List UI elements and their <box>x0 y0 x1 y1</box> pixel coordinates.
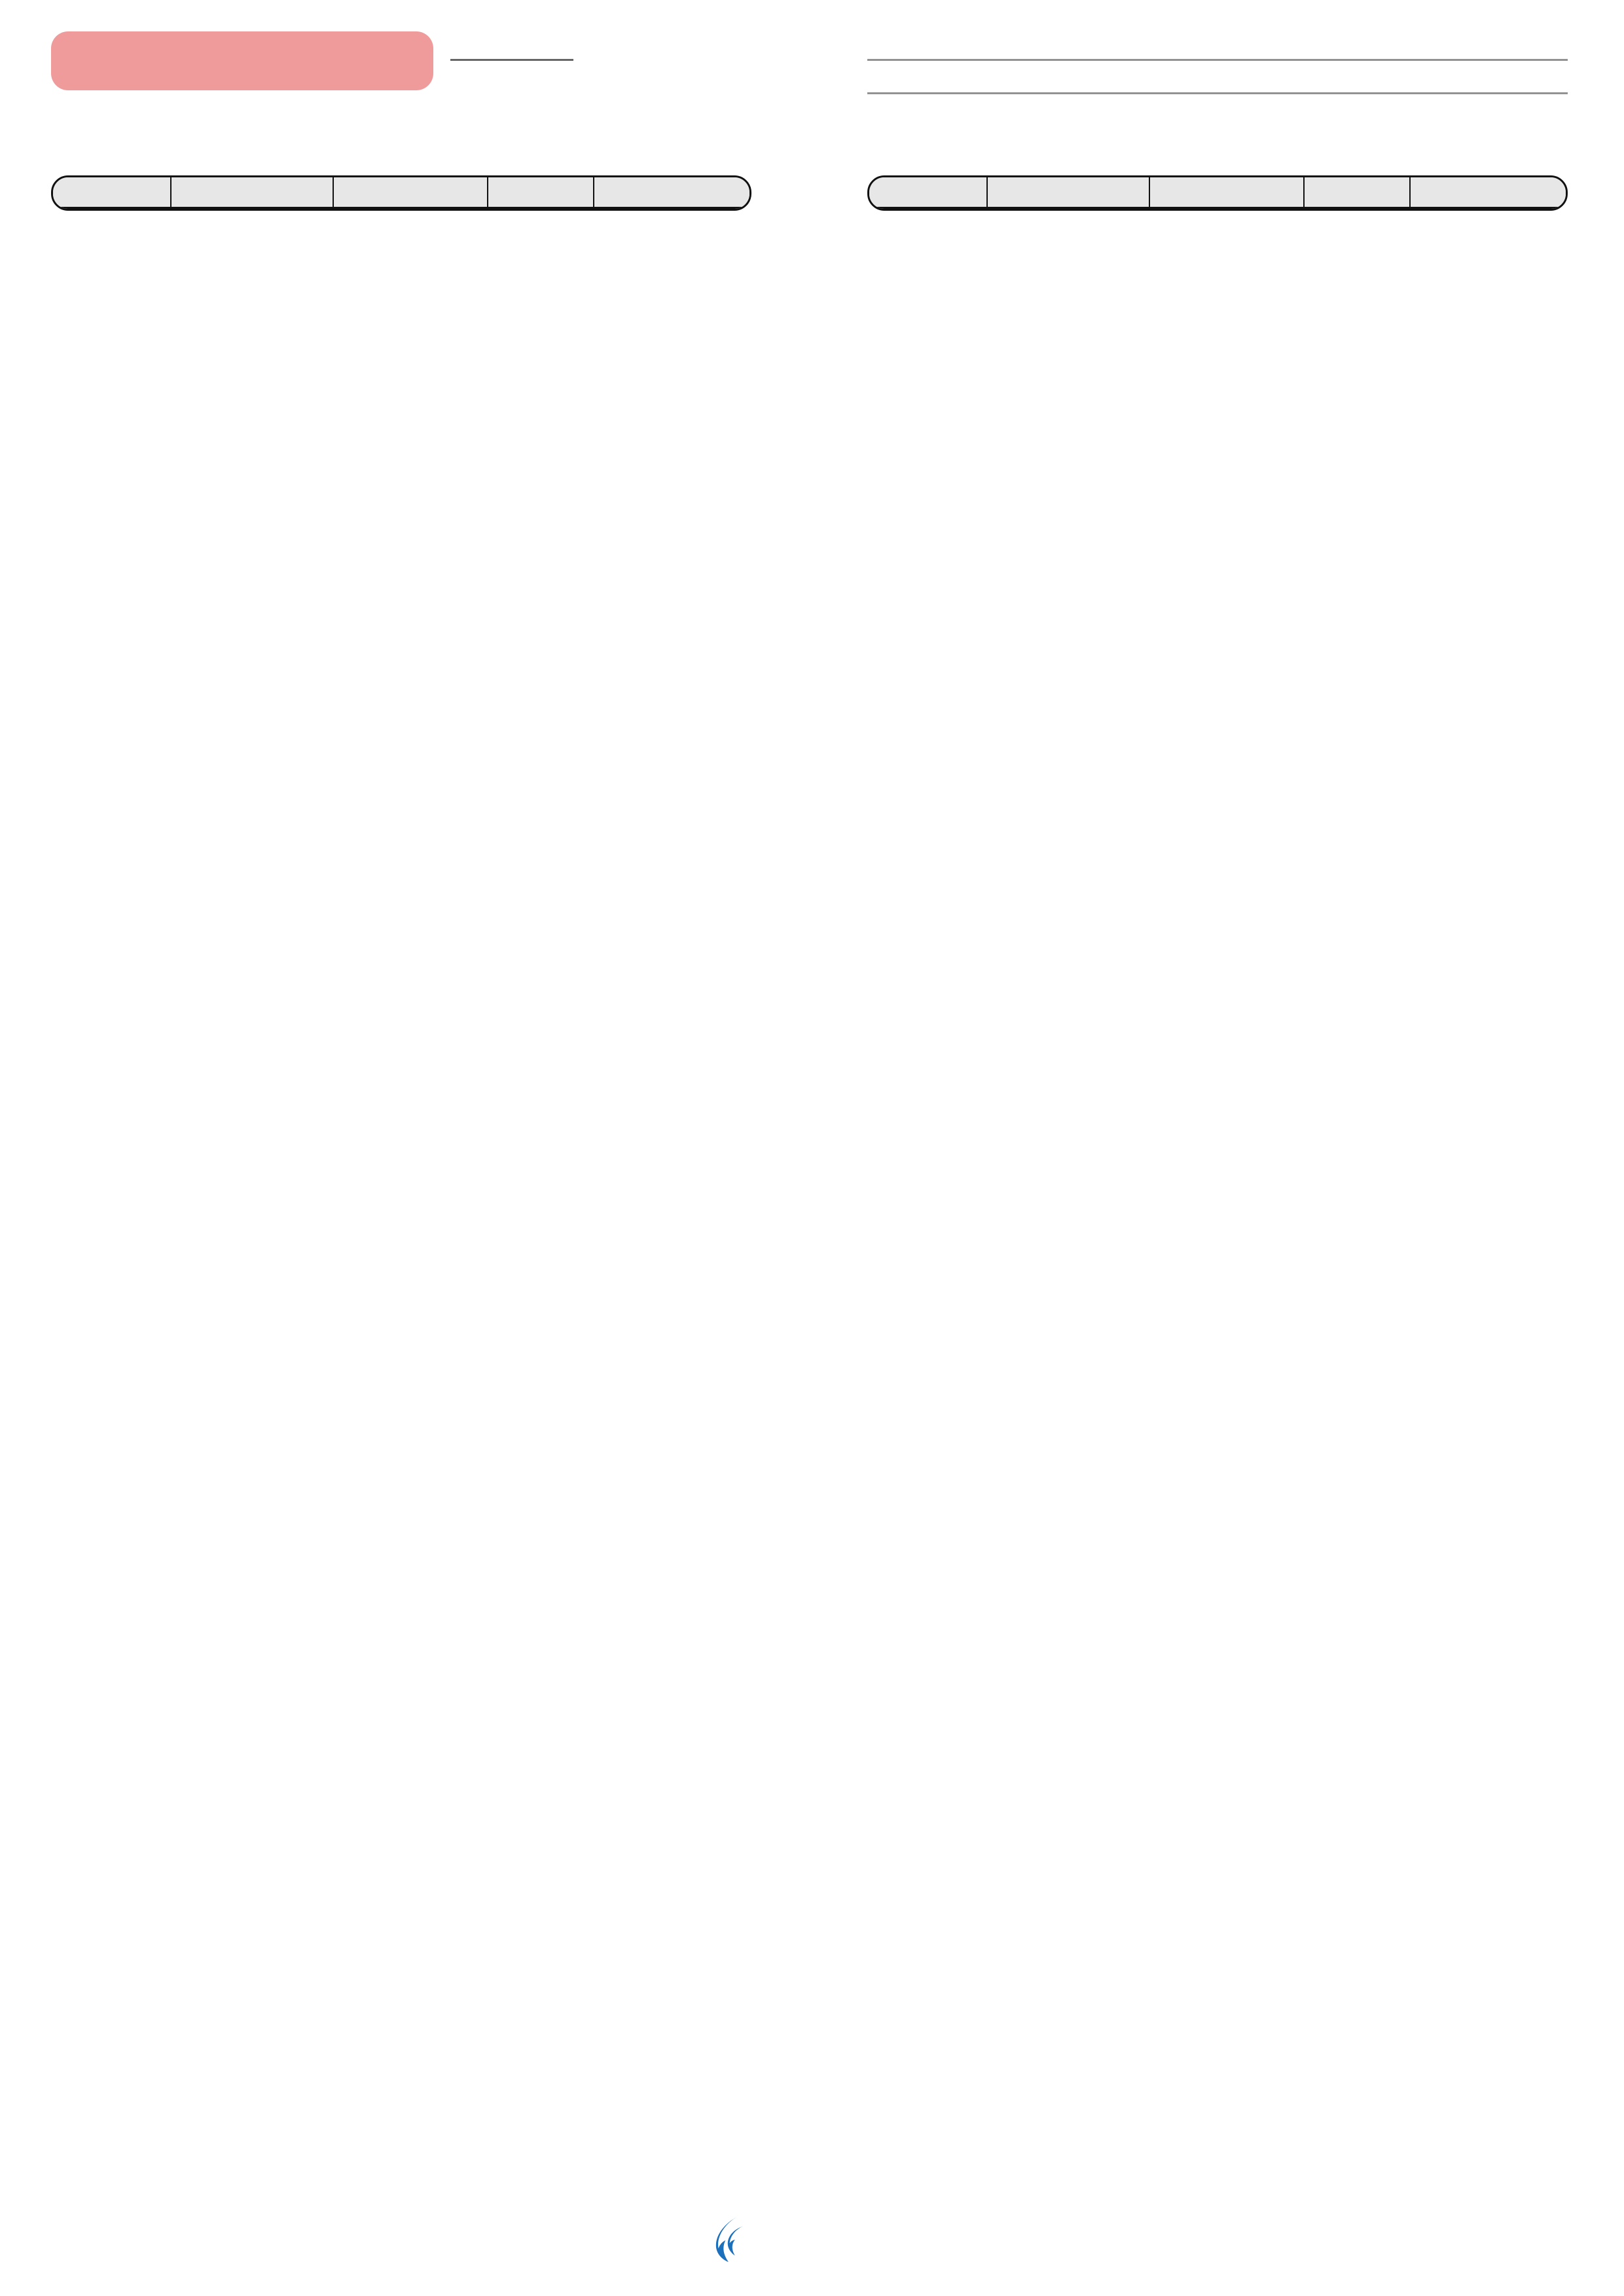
bp-record-table <box>51 175 751 211</box>
sheet-no-field[interactable] <box>450 54 573 61</box>
header-time <box>171 177 333 208</box>
date-range-row[interactable] <box>867 63 1568 90</box>
header-pulse <box>1304 177 1410 208</box>
left-panel <box>51 0 751 1151</box>
right-panel <box>867 0 1568 1151</box>
table-header-row <box>869 177 1568 208</box>
table-header-row <box>53 177 751 208</box>
nichiiko-logo-icon <box>702 2215 754 2263</box>
header-time <box>987 177 1149 208</box>
header-memo <box>1410 177 1568 208</box>
header-date <box>53 177 171 208</box>
header-date <box>869 177 987 208</box>
divider-line <box>867 92 1568 94</box>
header-pulse <box>488 177 594 208</box>
sheet-title-badge <box>51 31 433 90</box>
document-info <box>1572 2247 1590 2271</box>
header-bp <box>333 177 488 208</box>
company-brand <box>702 2215 766 2263</box>
header-memo <box>594 177 751 208</box>
divider-line <box>867 59 1568 61</box>
page-footer <box>0 2215 1624 2287</box>
header-bp <box>1149 177 1304 208</box>
bp-record-table <box>867 175 1568 211</box>
